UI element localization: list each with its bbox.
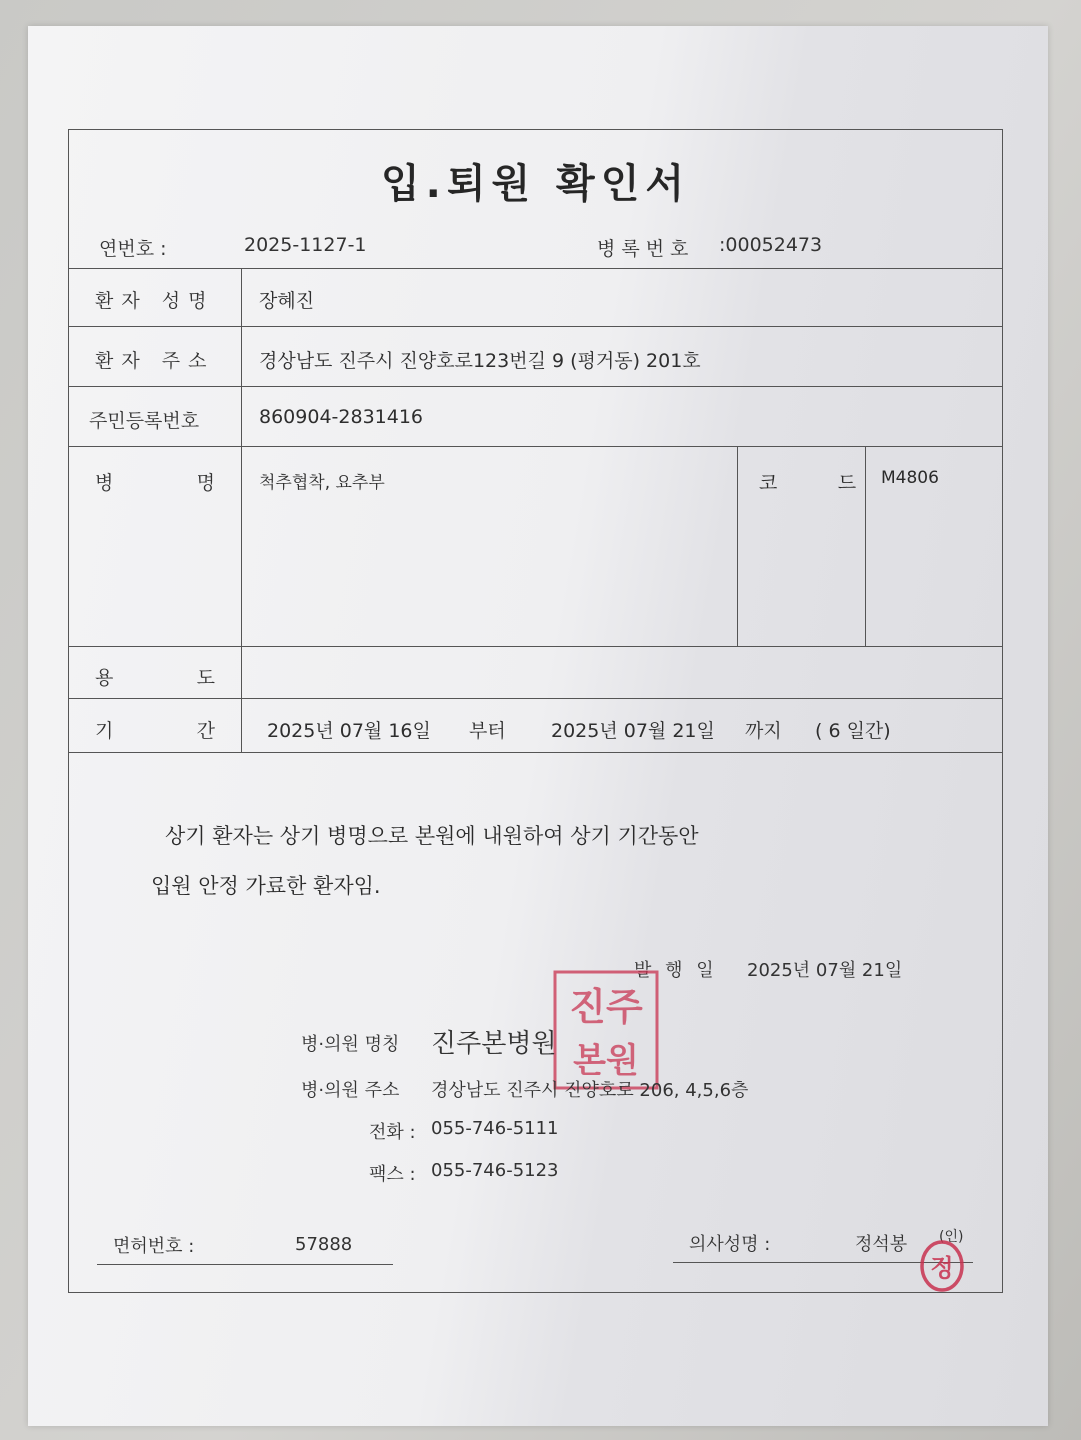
patient-address-label: 환자 주소 xyxy=(95,350,215,372)
period-label: 기 간 xyxy=(95,720,215,742)
admission-certificate-form xyxy=(68,129,1003,1293)
row-divider xyxy=(69,326,1002,327)
disease-label: 병 명 xyxy=(95,472,215,494)
patient-address-value: 경상남도 진주시 진양호로123번길 9 (평거동) 201호 xyxy=(259,350,701,372)
period-start: 2025년 07월 16일 xyxy=(267,720,431,742)
seal-mark: (인) xyxy=(939,1229,964,1245)
hospital-address-label: 병·의원 주소 xyxy=(301,1080,400,1101)
issue-date-value: 2025년 07월 21일 xyxy=(747,960,903,981)
row-divider xyxy=(69,446,1002,447)
statement-line-1: 상기 환자는 상기 병명으로 본원에 내원하여 상기 기간동안 xyxy=(165,824,699,848)
fax-label: 팩스 : xyxy=(369,1164,416,1185)
disease-value: 척추협착, 요추부 xyxy=(259,473,385,493)
statement-line-2: 입원 안정 가료한 환자임. xyxy=(151,874,381,898)
row-divider xyxy=(69,268,1002,269)
period-to: 까지 xyxy=(745,720,782,742)
column-divider xyxy=(737,446,738,646)
document-paper xyxy=(28,26,1048,1426)
rrn-label: 주민등록번호 xyxy=(89,410,200,432)
svg-text:정: 정 xyxy=(930,1253,954,1282)
chart-number-value: :00052473 xyxy=(719,234,823,256)
code-label: 코 드 xyxy=(759,472,857,494)
patient-name-label: 환자 성명 xyxy=(95,290,215,312)
hospital-seal-stamp xyxy=(551,968,661,1092)
hospital-name-label: 병·의원 명칭 xyxy=(301,1034,400,1055)
hospital-name-value: 진주본병원 xyxy=(431,1029,557,1059)
column-divider xyxy=(241,268,242,752)
license-underline xyxy=(97,1264,393,1265)
column-divider xyxy=(865,446,866,646)
row-divider xyxy=(69,646,1002,647)
phone-value: 055-746-5111 xyxy=(431,1118,559,1139)
doctor-seal-stamp xyxy=(917,1236,967,1294)
row-divider xyxy=(69,386,1002,387)
period-days: ( 6 일간) xyxy=(815,720,891,742)
rrn-value: 860904-2831416 xyxy=(259,406,424,428)
purpose-label: 용 도 xyxy=(95,667,215,689)
doctor-name-label: 의사성명 : xyxy=(689,1234,771,1255)
serial-number-label: 연번호 : xyxy=(99,238,167,260)
row-divider xyxy=(69,698,1002,699)
license-label: 면허번호 : xyxy=(113,1236,195,1257)
svg-text:진주: 진주 xyxy=(569,984,643,1029)
code-value: M4806 xyxy=(881,468,939,488)
document-title: 입.퇴원 확인서 xyxy=(381,161,690,207)
row-divider xyxy=(69,752,1002,753)
svg-text:본원: 본원 xyxy=(573,1041,639,1081)
period-end: 2025년 07월 21일 xyxy=(551,720,715,742)
chart-number-label: 병록번호 xyxy=(597,238,695,260)
issue-date-label: 발 행 일 xyxy=(634,960,718,981)
phone-label: 전화 : xyxy=(369,1122,416,1143)
license-value: 57888 xyxy=(295,1234,353,1255)
hospital-address-value: 경상남도 진주시 진양호로 206, 4,5,6층 xyxy=(431,1080,749,1101)
serial-number-value: 2025-1127-1 xyxy=(244,234,367,256)
doctor-name-value: 정석봉 xyxy=(855,1234,908,1255)
period-from: 부터 xyxy=(469,720,506,742)
fax-value: 055-746-5123 xyxy=(431,1160,559,1181)
patient-name-value: 장혜진 xyxy=(259,290,315,312)
